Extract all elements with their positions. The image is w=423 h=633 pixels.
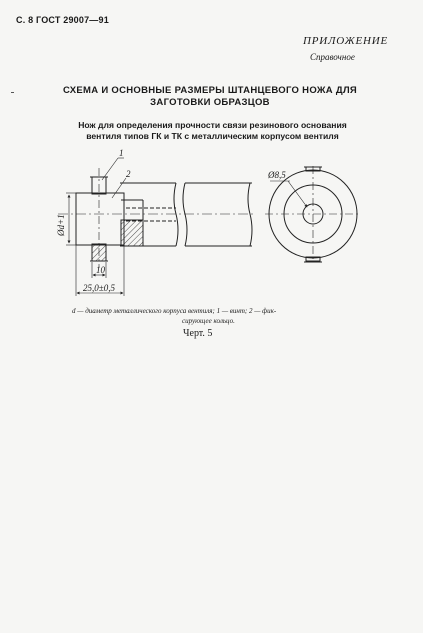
appendix-label: ПРИЛОЖЕНИЕ xyxy=(303,35,388,47)
break-line-1 xyxy=(174,183,178,246)
section-title-line-1: СХЕМА И ОСНОВНЫЕ РАЗМЕРЫ ШТАНЦЕВОГО НОЖА ДЛЯ xyxy=(62,85,358,96)
figure-caption xyxy=(72,306,372,326)
break-line-3 xyxy=(248,183,252,246)
page-header: С. 8 ГОСТ 29007—91 xyxy=(16,15,109,25)
break-line-2 xyxy=(183,183,187,246)
caption-line-2: сирующее кольцо. xyxy=(182,317,235,325)
dim-hole-label: Ø8,5 xyxy=(268,170,286,180)
section-title-line-2: ЗАГОТОВКИ ОБРАЗЦОВ xyxy=(150,97,270,108)
leader-1 xyxy=(102,158,118,180)
dim-10-label: 10 xyxy=(96,265,105,275)
callout-2: 2 xyxy=(126,169,131,179)
appendix-type: Справочное xyxy=(310,52,355,62)
knife-side-view xyxy=(58,158,254,296)
callout-1: 1 xyxy=(119,148,124,158)
caption-line-1: d — диаметр металлического корпуса вентиля; 1 — винт; 2 — фик- xyxy=(72,307,277,315)
dim-diameter-label: Ød+1 xyxy=(56,214,66,236)
hole-leader xyxy=(288,181,307,207)
fixing-ring xyxy=(76,193,124,245)
figure-subtitle-line-1: Нож для определения прочности связи резинового основания xyxy=(78,120,347,130)
knife-end-view xyxy=(265,166,361,262)
ring-section-hatch xyxy=(121,220,143,246)
figure-number: Черт. 5 xyxy=(183,328,213,339)
figure-subtitle-line-2: вентиля типов ГК и ТК с металлическим корпусом вентиля xyxy=(86,131,339,141)
dim-25-label: 25,0±0,5 xyxy=(83,283,115,293)
